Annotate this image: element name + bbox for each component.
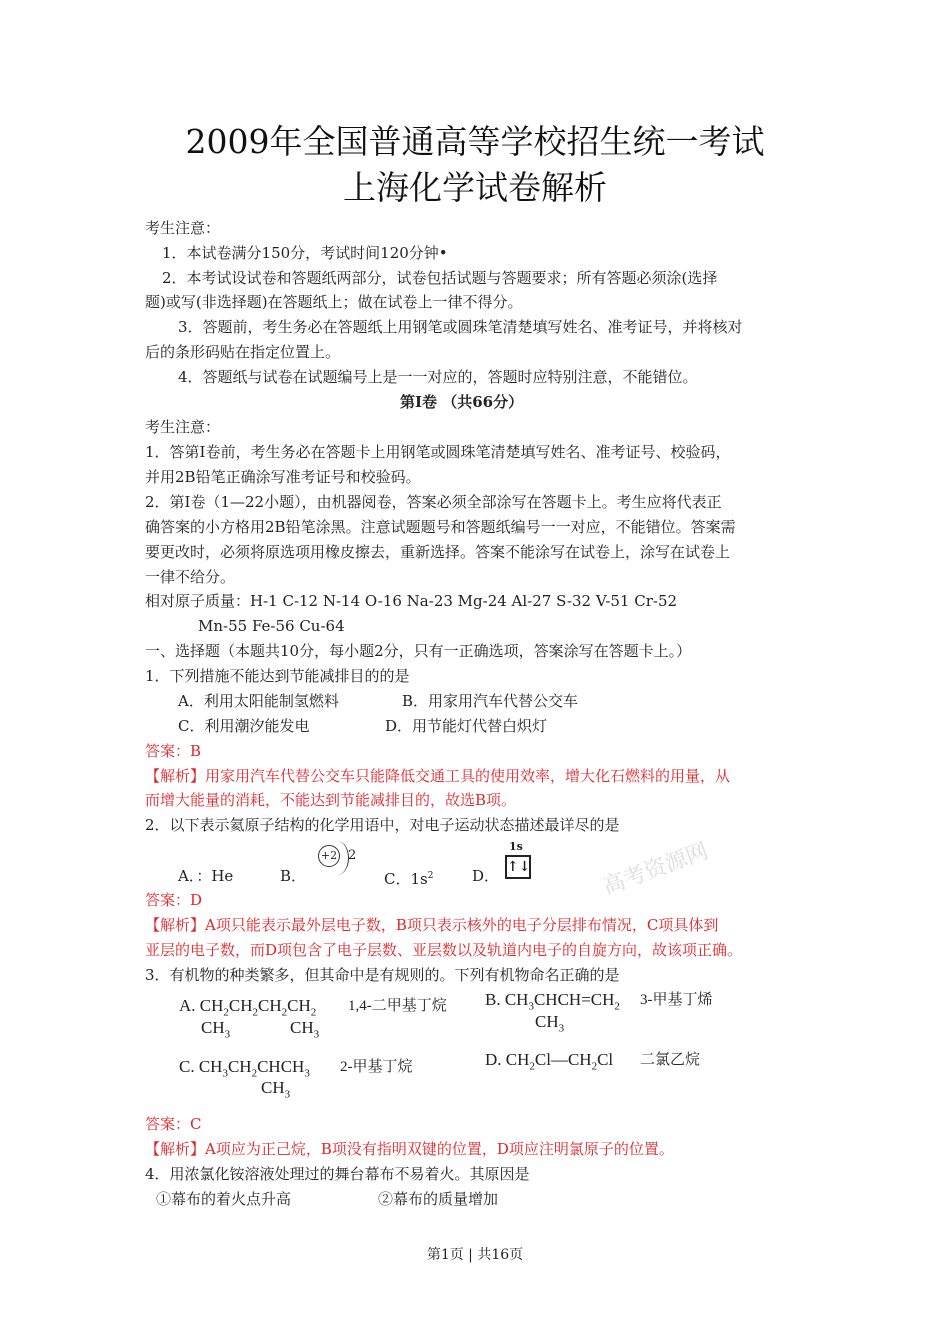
orbital-label: 1s	[509, 840, 523, 853]
q2-option-a: A．：He	[178, 867, 234, 885]
q2-option-b: B．	[280, 867, 307, 885]
q3-option-d-formula: D. $CH_2Cl—CH_2Cl$	[485, 1050, 614, 1073]
title-line-2: 上海化学试卷解析	[343, 168, 607, 207]
q3-name-d: 二氯乙烷	[640, 1052, 701, 1068]
q3-name-b: 3-甲基丁烯	[640, 992, 713, 1008]
q3-stem: 3．有机物的种类繁多，但其命中是有规则的。下列有机物命名正确的是	[145, 966, 620, 984]
notice2-line: 确答案的小方格用2B铅笔涂黑。注意试题题号和答题纸编号一一对应，不能错位。答案需	[145, 518, 736, 536]
q1-option-a: A．利用太阳能制氢燃料	[178, 692, 339, 710]
atomic-mass: 相对原子质量：H-1 C-12 N-14 O-16 Na-23 Mg-24 Al-27 S-32 V-51 Cr-52	[145, 592, 678, 610]
part1-heading: 一、选择题（本题共10分，每小题2分，只有一正确选项，答案涂写在答题卡上。）	[145, 642, 692, 660]
q2-answer: 答案：D	[145, 891, 203, 909]
document-page: 高考资源网 2009年全国普通高等学校招生统一考试 上海化学试卷解析 考生注意： 1．本试卷满分150分，考试时间120分钟• 2．本考试设试卷和答题纸两部分，试卷包括试题与答题要求；所有答题必须涂(选择 题)或写(非选择题)在答题纸上；做在试卷上一律不得分。 3．答题前，考生务必在答题纸上用钢笔或圆珠笔清楚填写姓名、准考证号，并将核对 后的条形码贴在指定位置上。 4．答题纸与试卷在试题编号上是一一对应的，答题时应特别注意，不能错位。 第Ⅰ卷 （共66分） 考生注意： 1．答第Ⅰ卷前，考生务必在答题卡上用钢笔或圆珠笔清楚填写姓名、准考证号、校验码， 并用2B铅笔正确涂写准考证号和校验码。 2．第Ⅰ卷（1—22小题），由机器阅卷，答案必须全部涂写在答题卡上。考生应将代表正 确答案的小方格用2B铅笔涂黑。注意试题题号和答题纸编号一一对应，不能错位。答案需 要更改时，必须将原选项用橡皮擦去，重新选择。答案不能涂写在试卷上，涂写在试卷上 一律不给分。 相对原子质量：H-1 C-12 N-14 O-16 Na-23 Mg-24 Al-27 S-32 V-51 Cr-52 Mn-55 Fe-56 Cu-64 一、选择题（本题共10分，每小题2分，只有一正确选项，答案涂写在答题卡上。） 1．下列措施不能达到节能减排目的的是 A．利用太阳能制氢燃料 B．用家用汽车代替公交车 C．利用潮汐能发电 D．用节能灯代替白炽灯 答案：B 【解析】用家用汽车代替公交车只能降低交通工具的使用效率，增大化石燃料的用量，从 而增大能量的消耗，不能达到节能减排目的，故选B项。 2．以下表示氦原子结构的化学用语中，对电子运动状态描述最详尽的是 A．：He B． +2 2 C．$1s^2$ D． 1s ↑↓ 答案：D 【解析】A项只能表示最外层电子数，B项只表示核外的电子分层排布情况，C项具体到 亚层的电子数，而D项包含了电子层数、亚层数以及轨道内电子的自旋方向，故该项正确。 3．有机物的种类繁多，但其命中是有规则的。下列有机物命名正确的是 A. $CH_2CH_2CH_2CH_2$ $CH_3$ $CH_3$ 1,4-二甲基丁烷 B. $CH_3CHCH=CH_2$ $CH_3$ 3-甲基丁烯 C. $CH_3CH_2CHCH_3$ $CH_3$ 2-甲基丁烷 D. $CH_2Cl—CH_2Cl$ 二氯乙烷 答案：C 【解析】A项应为正己烷，B项没有指明双键的位置，D项应注明氯原子的位置。 4．用浓氯化铵溶液处理过的舞台幕布不易着火。其原因是 ①幕布的着火点升高 ②幕布的质量增加 第1页 | 共16页	[0, 0, 950, 1344]
q2-option-c	[384, 866, 433, 889]
q3-analysis: 【解析】A项应为正己烷，B项没有指明双键的位置，D项应注明氯原子的位置。	[145, 1140, 674, 1158]
notice-item: 3．答题前，考生务必在答题纸上用钢笔或圆珠笔清楚填写姓名、准考证号，并将核对	[178, 318, 743, 336]
q3-name-c: 2-甲基丁烷	[340, 1059, 413, 1075]
page-footer: 第1页 | 共16页	[426, 1247, 524, 1263]
notice-heading: 考生注意：	[145, 219, 221, 237]
shell-count: 2	[348, 848, 357, 863]
q1-analysis: 而增大能量的消耗，不能达到节能减排目的，故选B项。	[145, 791, 517, 809]
orbital-box: ↑↓	[505, 855, 531, 879]
atomic-mass: Mn-55 Fe-56 Cu-64	[198, 617, 345, 635]
notice-item: 2．本考试设试卷和答题纸两部分，试卷包括试题与答题要求；所有答题必须涂(选择	[162, 269, 718, 287]
q3-name-a: 1,4-二甲基丁烷	[348, 998, 447, 1014]
notice2-line: 并用2B铅笔正确涂写准考证号和校验码。	[145, 468, 421, 486]
q4-option-1: ①幕布的着火点升高	[156, 1190, 292, 1208]
notice-item: 题)或写(非选择题)在答题纸上；做在试卷上一律不得分。	[145, 293, 523, 311]
q2-analysis: 【解析】A项只能表示最外层电子数，B项只表示核外的电子分层排布情况，C项具体到	[145, 916, 719, 934]
notice-item: 4．答题纸与试卷在试题编号上是一一对应的，答题时应特别注意，不能错位。	[178, 368, 698, 386]
q1-option-b: B．用家用汽车代替公交车	[402, 692, 579, 710]
title-line-1: 2009年全国普通高等学校招生统一考试	[185, 122, 765, 161]
notice2-line: 一律不给分。	[145, 568, 236, 586]
notice2-line: 2．第Ⅰ卷（1—22小题），由机器阅卷，答案必须全部涂写在答题卡上。考生应将代表正	[145, 493, 722, 511]
superscript: 2	[427, 871, 434, 881]
nucleus: +2	[318, 845, 340, 867]
section-title: 第Ⅰ卷 （共66分）	[400, 393, 524, 411]
notice-item: 1．本试卷满分150分，考试时间120分钟•	[162, 244, 448, 262]
q4-option-2: ②幕布的质量增加	[378, 1190, 499, 1208]
electron-shell-arc	[326, 841, 349, 875]
q1-option-c: C．利用潮汐能发电	[178, 717, 310, 735]
q2-option-c-text: C．1s	[384, 870, 428, 888]
q3-answer: 答案：C	[145, 1115, 202, 1133]
watermark: 高考资源网	[599, 838, 712, 900]
notice2-line: 要更改时，必须将原选项用橡皮擦去，重新选择。答案不能涂写在试卷上，涂写在试卷上	[145, 543, 731, 561]
notice2-heading: 考生注意：	[145, 418, 221, 436]
q1-stem: 1．下列措施不能达到节能减排目的的是	[145, 667, 410, 685]
q2-analysis: 亚层的电子数，而D项包含了电子层数、亚层数以及轨道内电子的自旋方向，故该项正确。	[145, 941, 743, 959]
q2-option-d: D．	[472, 867, 500, 885]
notice2-line: 1．答第Ⅰ卷前，考生务必在答题卡上用钢笔或圆珠笔清楚填写姓名、准考证号、校验码，	[145, 443, 731, 461]
q1-analysis: 【解析】用家用汽车代替公交车只能降低交通工具的使用效率，增大化石燃料的用量，从	[145, 767, 731, 785]
q4-stem: 4．用浓氯化铵溶液处理过的舞台幕布不易着火。其原因是	[145, 1165, 530, 1183]
notice-item: 后的条形码贴在指定位置上。	[145, 343, 341, 361]
atom-structure-diagram	[318, 843, 358, 879]
q2-stem: 2．以下表示氦原子结构的化学用语中，对电子运动状态描述最详尽的是	[145, 816, 620, 834]
q1-answer: 答案：B	[145, 742, 202, 760]
q1-option-d: D．用节能灯代替白炽灯	[385, 717, 548, 735]
